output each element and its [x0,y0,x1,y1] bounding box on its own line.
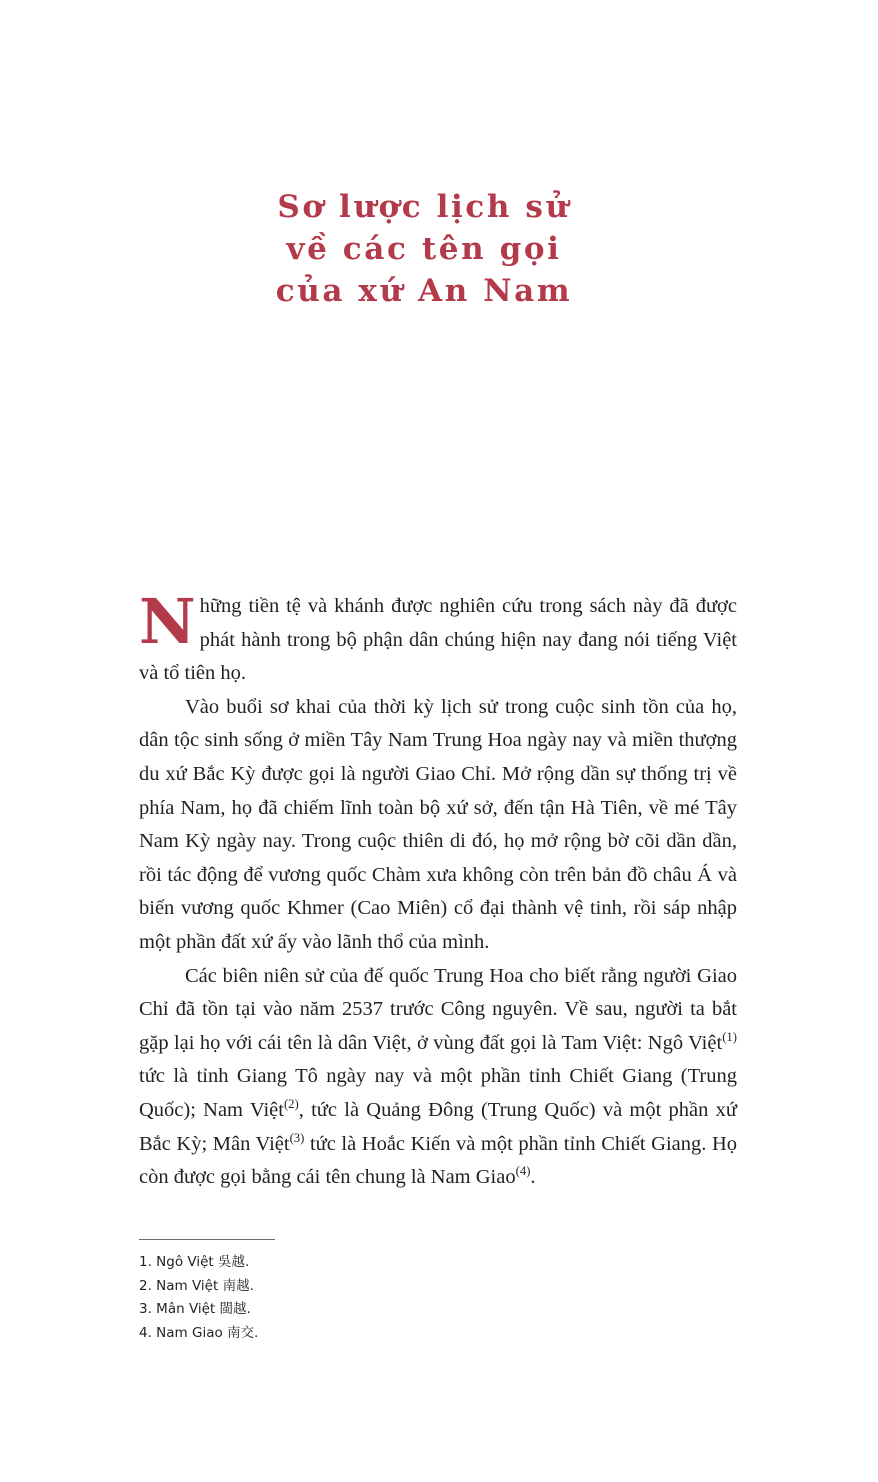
paragraph-3-part-1: Các biên niên sử của đế quốc Trung Hoa cho biết rằng người Giao Chỉ đã tồn tại vào năm 2537 trước Công nguyên. Về sau, người ta bắt gặp lại họ với cái tên là dân Việt, ở vùng đất gọi là Tam Việt: Ngô Việt [139,964,737,1054]
footnote-ref-3[interactable]: (3) [289,1130,305,1145]
footnote-item: 1. Ngô Việt 吳越. [139,1254,250,1270]
footnote-ref-2[interactable]: (2) [283,1097,299,1112]
paragraph-3-part-3: , tức là Quảng Đông (Trung Quốc) và một phần xứ Bắc Kỳ; Mân Việt [139,1098,737,1155]
footnote-item: 2. Nam Việt 南越. [139,1277,254,1294]
footnote-item: 3. Mân Việt 閩越. [139,1301,251,1317]
title-line-1: Sơ lược lịch sử [277,189,571,225]
body-text [139,585,738,1195]
document-page [0,186,878,1482]
page-title [0,186,878,312]
paragraph-1 [139,585,737,691]
footnote-item: 4. Nam Giao 南交. [139,1324,259,1341]
paragraph-2: Vào buổi sơ khai của thời kỳ lịch sử trong cuộc sinh tồn của họ, dân tộc sinh sống ở miền Tây Nam Trung Hoa ngày nay và miền thượng du xứ Bắc Kỳ được gọi là người Giao Chỉ. Mở rộng dần sự thống trị về phía Nam, họ đã chiếm lĩnh toàn bộ xứ sở, đến tận Hà Tiên, về mé Tây Nam Kỳ ngày nay. Trong cuộc thiên di đó, họ mở rộng bờ cõi dần dần, rồi tác động để vương quốc Chàm xưa không còn trên bản đồ châu Á và biến vương quốc Khmer (Cao Miên) cổ đại thành vệ tinh, rồi sáp nhập một phần đất xứ ấy vào lãnh thổ của mình. [139,695,737,953]
footnote-ref-1[interactable]: (1) [722,1029,737,1044]
paragraph-1-text: hững tiền tệ và khánh được nghiên cứu trong sách này đã được phát hành trong bộ phận dân chúng hiện nay đang nói tiếng Việt và tổ tiên họ. [139,595,737,685]
title-line-3: của xứ An Nam [275,273,573,309]
footnote-ref-4[interactable]: (4) [515,1164,531,1179]
paragraph-3 [139,960,737,1195]
footnote-section [139,1239,737,1345]
paragraph-3-part-2: tức là tỉnh Giang Tô ngày nay và một phần tỉnh Chiết Giang (Trung Quốc); Nam Việt [139,1065,737,1121]
drop-cap: N [139,585,196,658]
paragraph-3-part-4: tức là Hoắc Kiến và một phần tỉnh Chiết Giang. Họ còn được gọi bằng cái tên chung là Nam Giao [139,1132,738,1189]
paragraph-3-part-5: . [530,1166,536,1189]
footnote-divider [139,1239,275,1240]
title-line-2: về các tên gọi [286,231,562,267]
